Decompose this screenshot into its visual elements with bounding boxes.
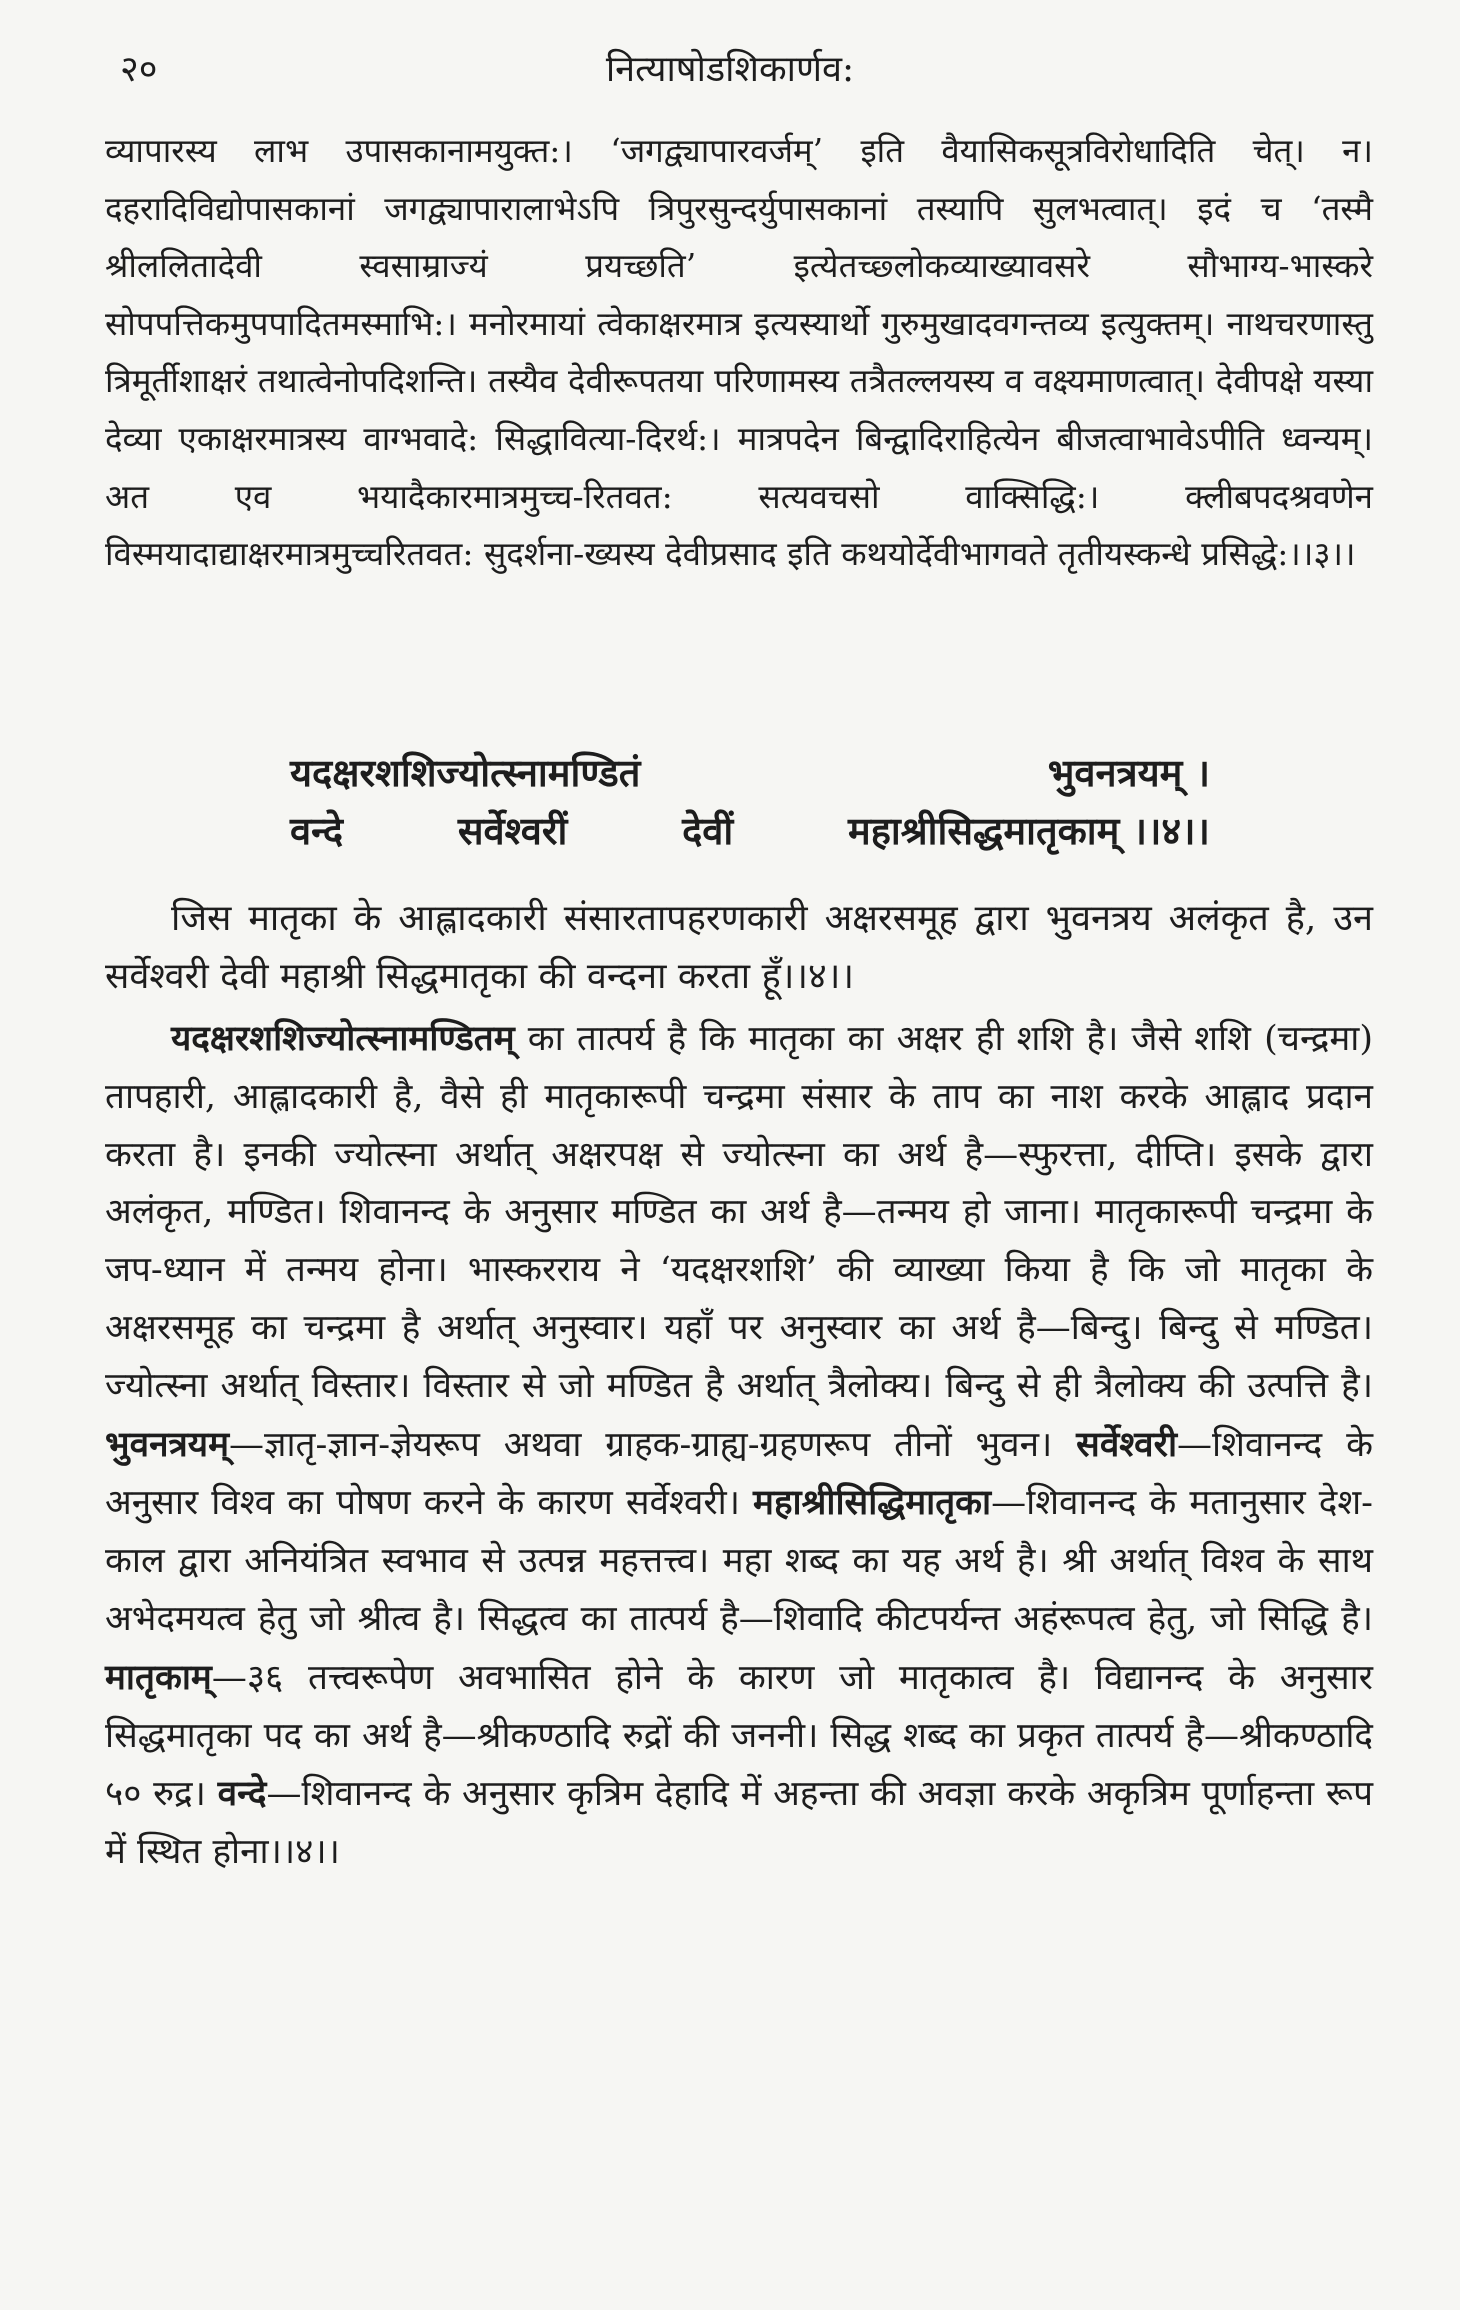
explanation-text: —शिवानन्द के अनुसार कृत्रिम देहादि में अहन्ता की अवज्ञा करके अकृत्रिम पूर्णाहन्ता रूप में स्थित होना।।४।। [105, 1774, 1373, 1873]
explanation-text: —३६ तत्त्वरूपेण अवभासित होने के कारण जो मातृकात्व है। विद्यानन्द के अनुसार सिद्धमातृका पद का अर्थ है—श्रीकण्ठादि रुद्रों की जननी। सिद्ध शब्द का प्रकृत तात्पर्य है—श्रीकण्ठादि ५० रुद्र। [105, 1657, 1373, 1815]
verse-word: सर्वेश्वरीं [457, 808, 568, 853]
term-sarveshvari: सर्वेश्वरी [1076, 1423, 1178, 1465]
hindi-explanation [105, 1010, 1373, 1882]
explanation-text: —शिवानन्द के अनुसार विश्व का पोषण करने के कारण सर्वेश्वरी। [105, 1424, 1373, 1524]
explanation-text: —शिवानन्द के मतानुसार देश-काल द्वारा अनियंत्रित स्वभाव से उत्पन्न महत्तत्त्व। महा शब्द का यह अर्थ है। श्री अर्थात् विश्व के साथ अभेदमयत्व हेतु जो श्रीत्व है। सिद्धत्व का तात्पर्य है—शिवादि कीटपर्यन्त अहंरूपत्व हेतु, जो सिद्धि है। [105, 1483, 1373, 1639]
verse-word: महाश्रीसिद्धमातृकाम् ।।४।। [848, 808, 1210, 853]
term-vande: वन्दे [217, 1773, 267, 1815]
verse-word: भुवनत्रयम् । [1047, 750, 1210, 795]
term-bhuvanatrayam: भुवनत्रयम् [105, 1423, 230, 1465]
verse-word: वन्दे [290, 808, 344, 853]
verse-word: यदक्षरशशिज्योत्स्नामण्डितं [290, 750, 641, 795]
verse-word: देवीं [682, 808, 734, 853]
term-yadakshara: यदक्षरशशिज्योत्स्नामण्डितम् [171, 1018, 515, 1059]
sanskrit-commentary: व्यापारस्य लाभ उपासकानामयुक्त:। ‘जगद्व्यापारवर्जम्’ इति वैयासिकसूत्रविरोधादिति चेत्। न। दहरादिविद्योपासकानां जगद्व्यापारालाभेऽपि त्रिपुरसुन्दर्युपासकानां तस्यापि सुलभत्वात्। इदं च ‘तस्मै श्रीललितादेवी स्वसाम्राज्यं प्रयच्छति’ इत्येतच्छ्लोकव्याख्यावसरे सौभाग्य-भास्करे सोपपत्तिकमुपपादितमस्माभि:। मनोरमायां त्वेकाक्षरमात्र इत्यस्यार्थो गुरुमुखादवगन्तव्य इत्युक्तम्। नाथचरणास्तु त्रिमूर्तीशाक्षरं तथात्वेनोपदिशन्ति। तस्यैव देवीरूपतया परिणामस्य तत्रैतल्लयस्य व वक्ष्यमाणत्वात्। देवीपक्षे यस्या देव्या एकाक्षरमात्रस्य वाग्भवादे: सिद्धावित्या-दिरर्थ:। मात्रपदेन बिन्द्वादिराहित्येन बीजत्वाभावेऽपीति ध्वन्यम्। अत एव भयादैकारमात्रमुच्च-रितवत: सत्यवचसो वाक्सिद्धि:। क्लीबपदश्रवणेन विस्मयादाद्याक्षरमात्रमुच्चरितवत: सुदर्शना-ख्यस्य देवीप्रसाद इति कथयोर्देवीभागवते तृतीयस्कन्धे प्रसिद्धे:।।३।। [105, 131, 1373, 574]
verse-line-1 [290, 744, 1210, 802]
running-title: नित्याषोडशिकार्णव: [605, 49, 855, 90]
hindi-translation: जिस मातृका के आह्लादकारी संसारतापहरणकारी अक्षरसमूह द्वारा भुवनत्रय अलंकृत है, उन सर्वेश्वरी देवी महाश्री सिद्धमातृका की वन्दना करता हूँ।।४।। [105, 898, 1373, 997]
verse-4 [290, 744, 1210, 860]
explanation-text: —ज्ञातृ-ज्ञान-ज्ञेयरूप अथवा ग्राहक-ग्राह्य-ग्रहणरूप तीनों भुवन। [229, 1424, 1077, 1465]
page-number: २० [120, 49, 158, 90]
explanation-text: का तात्पर्य है कि मातृका का अक्षर ही शशि है। जैसे शशि (चन्द्रमा) तापहारी, आह्लादकारी है, वैसे ही मातृकारूपी चन्द्रमा संसार के ताप का नाश करके आह्लाद प्रदान करता है। इनकी ज्योत्स्ना अर्थात् अक्षरपक्ष से ज्योत्स्ना का अर्थ है—स्फुरत्ता, दीप्ति। इसके द्वारा अलंकृत, मण्डित। शिवानन्द के अनुसार मण्डित का अर्थ है—तन्मय हो जाना। मातृकारूपी चन्द्रमा के जप-ध्यान में तन्मय होना। भास्करराय ने ‘यदक्षरशशि’ की व्याख्या किया है कि जो मातृका के अक्षरसमूह का चन्द्रमा है अर्थात् अनुस्वार। यहाँ पर अनुस्वार का अर्थ है—बिन्दु। बिन्दु से मण्डित। ज्योत्स्ना अर्थात् विस्तार। विस्तार से जो मण्डित है अर्थात् त्रैलोक्य। बिन्दु से ही त्रैलोक्य की उत्पत्ति है। [105, 1019, 1373, 1406]
verse-line-2 [290, 802, 1210, 860]
term-mahashri-siddhimatrika: महाश्रीसिद्धिमातृका [753, 1482, 992, 1524]
term-matrikam: मातृकाम् [105, 1656, 212, 1698]
